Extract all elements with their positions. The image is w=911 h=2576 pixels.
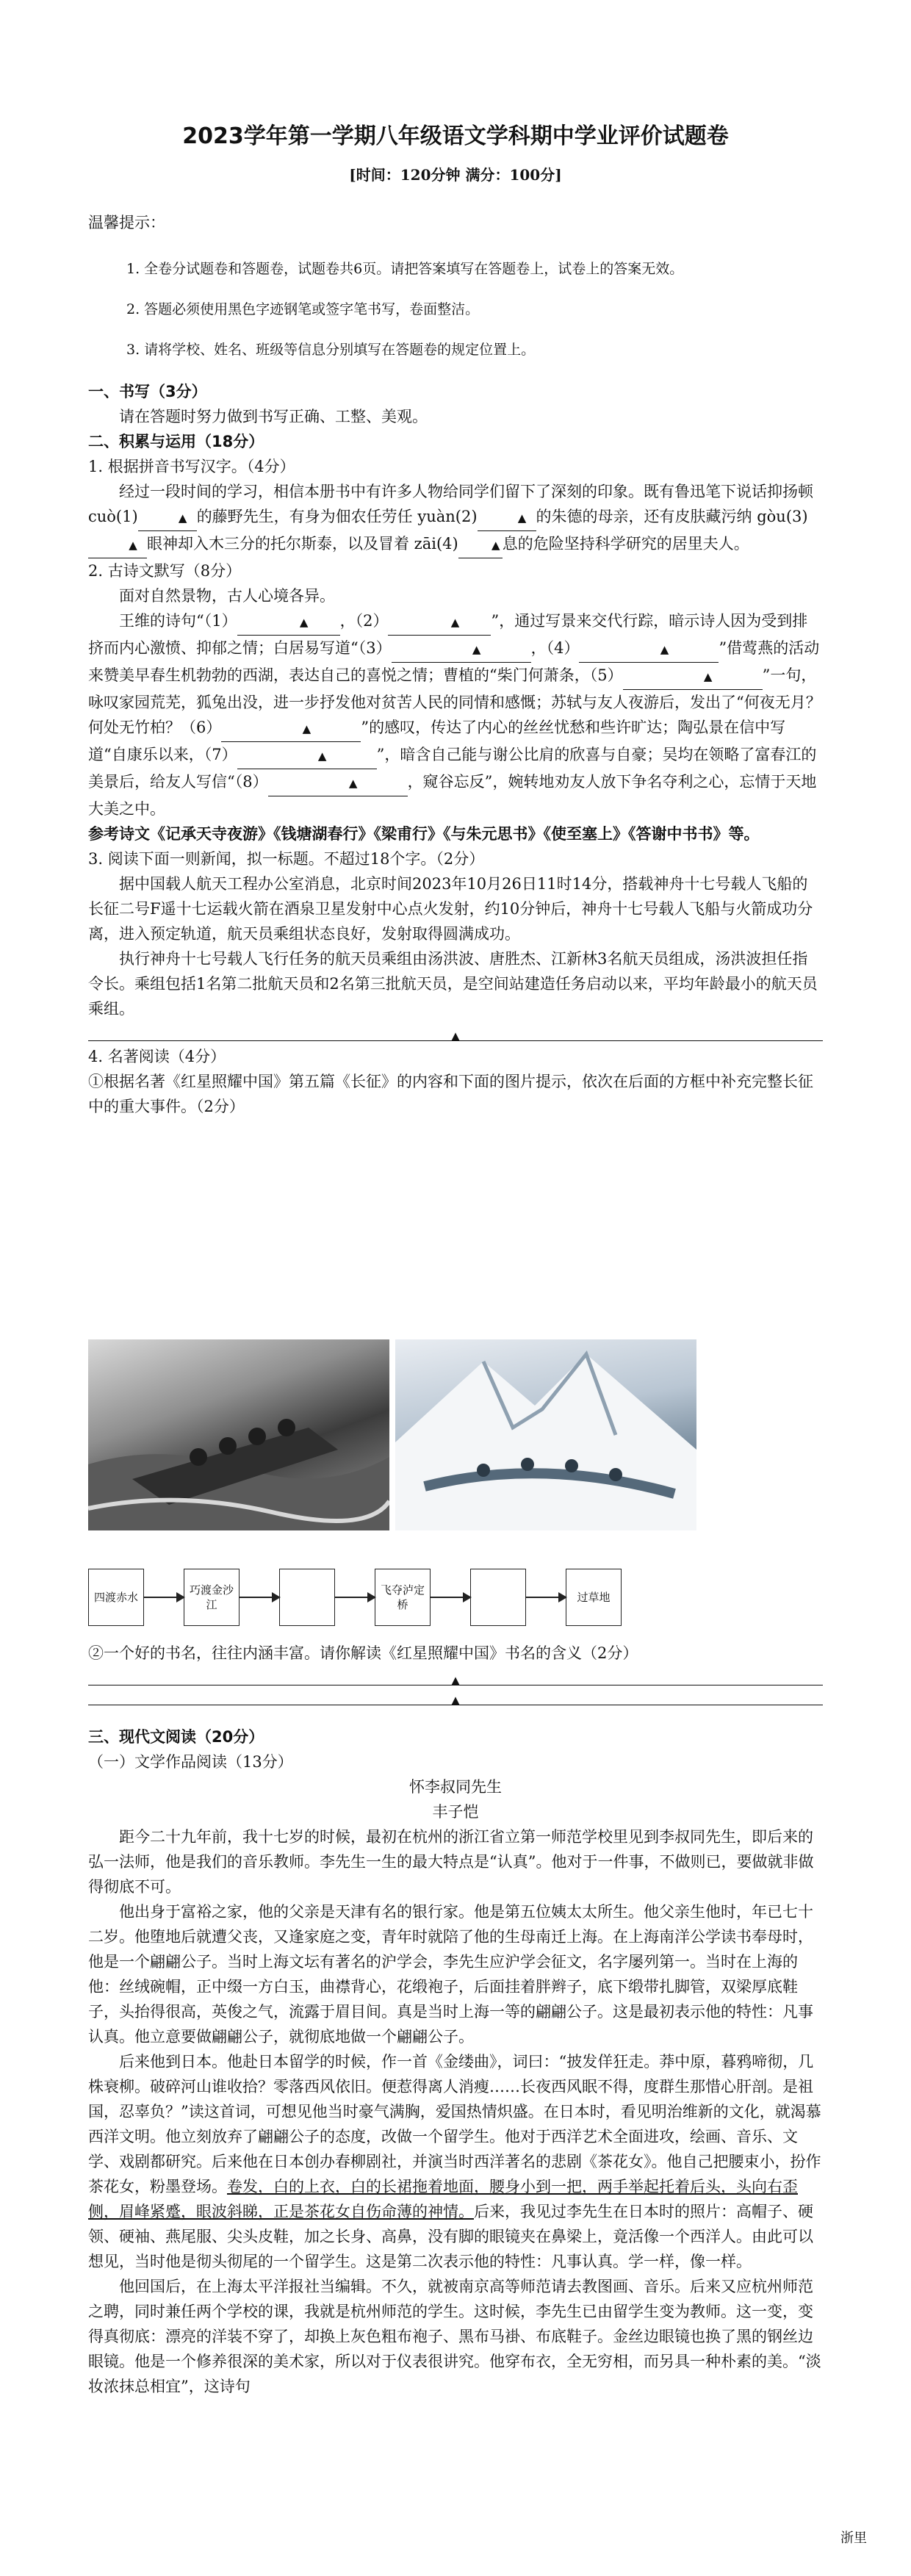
answer-blank: ▲ — [138, 504, 197, 531]
answer-blank: ▲ — [579, 636, 719, 663]
section-heading: 二、积累与运用（18分） — [88, 433, 264, 450]
exam-paper — [88, 110, 823, 2399]
section-heading: 一、书写（3分） — [88, 383, 207, 400]
answer-blank: ▲ — [221, 715, 361, 742]
article-author: 丰子恺 — [432, 1803, 479, 1821]
article-paragraph: 距今二十九年前，我十七岁的时候，最初在杭州的浙江省立第一师范学校里见到李叔同先生，即后来的弘一法师，他是我们的音乐教师。李先生一生的最大特点是“认真”。他对于一件事，不做则已，要做就非做得彻底不可。 — [88, 1828, 814, 1896]
question-text: 王维的诗句“（1） ▲ ，（2） ▲ ”，通过写景来交代行踪，暗示诗人因为受到排挤而内心激愤、抑郁之情；白居易写道“（3） ▲ ，（4） ▲ ”借莺燕的活动来赞美早春生机勃勃的西湖，表达自己的喜悦之情；曹植的“柴门何萧条，（5） ▲ ”一句，咏叹家园荒芜，狐兔出没，进一步抒发他对贫苦人民的同情和感慨；苏轼与友人夜游后，发出了“何夜无月？何处无竹柏？（6） ▲ ”的感叹，传达了内心的丝丝忧愁和些许旷达；陶弘景在信中写道“自康乐以来，（7） ▲ ”，暗含自己能与谢公比肩的欣喜与自豪；吴均在领略了富春江的美景后，给友人写信“（8） ▲ ，窥谷忘反”，婉转地劝友人放下争名夺利之心，忘情于天地大美之中。 — [88, 608, 823, 821]
news-paragraph: 执行神舟十七号载人飞行任务的航天员乘组由汤洪波、唐胜杰、江新林3名航天员组成，汤洪波担任指令长。乘组包括1名第二批航天员和2名第三批航天员，是空间站建造任务启动以来，平均年龄最小的航天员乘组。 — [88, 950, 818, 1018]
article-title: 怀李叔同先生 — [409, 1778, 502, 1796]
article-paragraph: 他回国后，在上海太平洋报社当编辑。不久，就被南京高等师范请去教图画、音乐。后来又应杭州师范之聘，同时兼任两个学校的课，我就是杭州师范的学生。这时候，李先生已由留学生变为教师。这一变，变得真彻底：漂亮的洋装不穿了，却换上灰色粗布袍子、黑布马褂、布底鞋子。金丝边眼镜也换了黑的钢丝边眼镜。他是一个修养很深的美术家，所以对于仪表很讲究。他穿布衣，全无穷相，而另具一种朴素的美。“淡妆浓抹总相宜”，这诗句 — [88, 2278, 821, 2395]
question-text: 面对自然景物，古人心境各异。 — [119, 587, 335, 605]
flow-box: 四渡赤水 — [88, 1569, 144, 1626]
answer-line: ▲ — [88, 1688, 823, 1705]
question-heading: 3. 阅读下面一则新闻，拟一标题。不超过18个字。（2分） — [88, 850, 485, 868]
flow-box-blank — [470, 1569, 526, 1626]
section-heading: 三、现代文阅读（20分） — [88, 1728, 264, 1746]
long-march-flowchart — [88, 1569, 823, 1626]
question-heading: 4. 名著阅读（4分） — [88, 1048, 226, 1065]
answer-blank: ▲ — [88, 531, 147, 558]
question-text: 经过一段时间的学习，相信本册书中有许多人物给同学们留下了深刻的印象。既有鲁迅笔下说话抑扬顿 cuò(1) ▲ 的藤野先生，有身为佃农任劳任 yuàn(2) ▲ 的朱德的母亲，还有皮肤藏污纳 gòu(3)▲ 眼神却入木三分的托尔斯泰，以及冒着 zāi(4) ▲ 息的危险坚持科学研究的居里夫人。 — [88, 479, 823, 558]
underlined-sentence: 卷发，白的上衣，白的长裙拖着地面，腰身小到一把，两手举起托着后头，头向右歪侧，眉峰紧蹙，眼波斜睇，正是茶花女自伤命薄的神情。 — [88, 2178, 798, 2220]
answer-line: ▲ — [88, 1669, 823, 1685]
article-paragraph: 他出身于富裕之家，他的父亲是天津有名的银行家。他是第五位姨太太所生。他父亲生他时，年已七十二岁。他堕地后就遭父丧，又逢家庭之变，青年时就陪了他的生母南迁上海。在上海南洋公学读书奉母时，他是一个翩翩公子。当时上海文坛有著名的沪学会，李先生应沪学会征文，名字屡列第一。当时在上海的他：丝绒碗帽，正中缀一方白玉，曲襟背心，花缎袍子，后面挂着胖辫子，底下缎带扎脚管，双梁厚底鞋子，头抬得很高，英俊之气，流露于眉目间。真是当时上海一等的翩翩公子。这是最初表示他的特性：凡事认真。他立意要做翩翩公子，就彻底地做一个翩翩公子。 — [88, 1903, 813, 2046]
tip-item: 2. 答题必须使用黑色字迹钢笔或签字笔书写，卷面整洁。 — [126, 301, 480, 317]
tip-item: 3. 请将学校、姓名、班级等信息分别填写在答题卷的规定位置上。 — [126, 342, 536, 358]
tips-heading: 温馨提示： — [88, 214, 165, 231]
answer-blank: ▲ — [237, 608, 340, 636]
flow-arrow — [526, 1597, 566, 1598]
flow-arrow — [431, 1597, 470, 1598]
answer-blank: ▲ — [388, 608, 491, 636]
flow-arrow — [335, 1597, 375, 1598]
answer-blank: ▲ — [458, 531, 503, 558]
answer-line: ▲ — [88, 1024, 823, 1041]
snow-mountain-image — [395, 1339, 696, 1530]
flow-box-blank — [279, 1569, 335, 1626]
answer-blank: ▲ — [623, 663, 763, 690]
article-paragraph: 后来他到日本。他赴日本留学的时候，作一首《金缕曲》，词曰：“披发佯狂走。莽中原，暮鸦啼彻，几株衰柳。破碎河山谁收拾？零落西风依旧。便惹得离人消瘦……长夜西风眠不得，度群生那惜心肝剖。是祖国，忍辜负？”读这首词，可想见他当时豪气满胸，爱国热情炽盛。在日本时，看见明治维新的文化，就渴慕西洋文明。他立刻放弃了翩翩公子的态度，改做一个留学生。他对于西洋艺术全面进攻，绘画、音乐、文学、戏剧都研究。后来他在日本创办春柳剧社，并演当时西洋著名的悲剧《茶花女》。他自己把腰束小，扮作茶花女，粉墨登场。卷发，白的上衣，白的长裙拖着地面，腰身小到一把，两手举起托着后头，头向右歪侧，眉峰紧蹙，眼波斜睇，正是茶花女自伤命薄的神情。后来，我见过李先生在日本时的照片：高帽子、硬领、硬袖、燕尾服、尖头皮鞋，加之长身、高鼻，没有脚的眼镜夹在鼻梁上，竟活像一个西洋人。由此可以想见，当时他是彻头彻尾的一个留学生。这是第二次表示他的特性：凡事认真。学一样，像一样。 — [88, 2053, 821, 2270]
exam-title: 2023学年第一学期八年级语文学科期中学业评价试题卷 — [182, 123, 729, 149]
question-heading: 1. 根据拼音书写汉字。（4分） — [88, 458, 295, 475]
subsection-heading: （一）文学作品阅读（13分） — [88, 1753, 293, 1771]
flow-box: 巧渡金沙江 — [184, 1569, 240, 1626]
question-text: ①根据名著《红星照耀中国》第五篇《长征》的内容和下面的图片提示，依次在后面的方框中补充完整长征中的重大事件。（2分） — [88, 1073, 813, 1115]
long-march-photos — [88, 1339, 823, 1530]
tip-item: 1. 全卷分试题卷和答题卷，试题卷共6页。请把答案填写在答题卷上，试卷上的答案无效。 — [126, 261, 684, 277]
news-paragraph: 据中国载人航天工程办公室消息，北京时间2023年10月26日11时14分，搭载神舟十七号载人飞船的长征二号F遥十七运载火箭在酒泉卫星发射中心点火发射，约10分钟后，神舟十七号载人飞船与火箭成功分离，进入预定轨道，航天员乘组状态良好，发射取得圆满成功。 — [88, 875, 813, 943]
page-footer: 浙里 — [840, 2530, 867, 2546]
flow-arrow — [240, 1597, 279, 1598]
answer-blank: ▲ — [478, 504, 536, 531]
flow-box: 过草地 — [566, 1569, 622, 1626]
answer-blank: ▲ — [268, 769, 408, 796]
answer-blank: ▲ — [392, 636, 531, 663]
river-crossing-image — [88, 1339, 389, 1530]
question-heading: 2. 古诗文默写（8分） — [88, 562, 242, 580]
answer-blank: ▲ — [237, 742, 377, 769]
reference-list: 参考诗文《记承天寺夜游》《钱塘湖春行》《梁甫行》《与朱元思书》《使至塞上》《答谢中书书》等。 — [88, 824, 760, 843]
flow-box: 飞夺泸定桥 — [375, 1569, 431, 1626]
flow-arrow — [144, 1597, 184, 1598]
exam-subtitle: [时间：120分钟 满分：100分] — [349, 166, 562, 184]
paragraph: 请在答题时努力做到书写正确、工整、美观。 — [119, 408, 428, 425]
question-text: ②一个好的书名，往往内涵丰富。请你解读《红星照耀中国》书名的含义（2分） — [88, 1644, 638, 1662]
